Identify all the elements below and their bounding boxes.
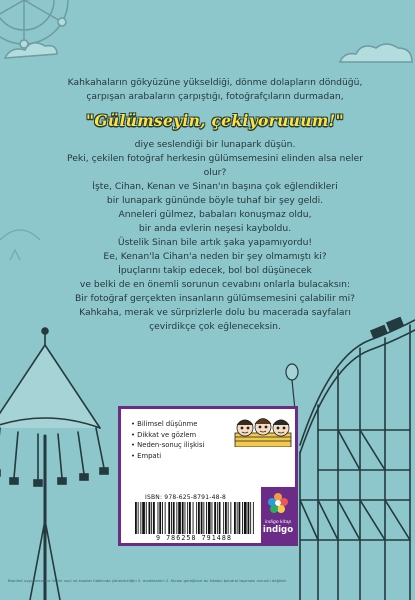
blurb-line: diye seslendiği bir lunapark düşün.: [134, 139, 296, 150]
roller-coaster: [300, 318, 415, 600]
blurb-line: İşte, Cihan, Kenan ve Sinan'ın başına çok eğlendikleri: [92, 181, 338, 192]
skills-list: [131, 419, 204, 461]
bandrol-footnote: Bandrol uygulamasına ilişkin usul ve esaslar hakkında yönetmeliğin 5. maddesinin 2. fıkrası gereğince bu kitabın bandrol taşıması zorunlu değildir.: [8, 578, 287, 583]
blurb-line: Ee, Kenan'la Cihan'a neden bir şey olmamıştı ki?: [103, 251, 327, 262]
blurb-headline: "Gülümseyin, çekiyoruuum!": [85, 111, 344, 130]
cloud-left: [5, 43, 57, 58]
publisher-tagline: indigo kitap: [264, 520, 292, 525]
swing-carousel: [0, 328, 108, 600]
blurb-intro-line-2: çarpışan arabaların çarpıştığı, fotoğrafçıların durmadan,: [86, 91, 344, 102]
back-cover-blurb: [56, 76, 374, 334]
distant-rides: [0, 230, 40, 260]
ferris-wheel: [0, 0, 68, 48]
blurb-line: bir lunapark gününde böyle tuhaf bir şey geldi.: [106, 195, 324, 206]
blurb-line: Bir fotoğraf gerçekten insanların gülümsemesini çalabilir mi?: [74, 293, 356, 304]
skill-item: • Dikkat ve gözlem: [131, 430, 204, 441]
publisher-logo: [261, 487, 295, 543]
cloud-right: [340, 44, 412, 62]
characters-illustration: [233, 415, 293, 447]
blurb-line: İpuçlarını takip edecek, bol bol düşünecek: [118, 265, 312, 276]
blurb-line: Anneleri gülmez, babaları konuşmaz oldu,: [118, 209, 312, 220]
publisher-name: indigo: [262, 525, 294, 535]
blurb-line: çevirdikçe çok eğleneceksin.: [149, 321, 281, 332]
barcode-number: 9 786258 791488: [133, 534, 255, 542]
isbn-text: ISBN: 978-625-8791-48-8: [145, 494, 226, 501]
blurb-line: bir anda evlerin neşesi kayboldu.: [138, 223, 292, 234]
blurb-line: Üstelik Sinan bile artık şaka yapamıyordu!: [117, 237, 313, 248]
skill-item: • Neden-sonuç ilişkisi: [131, 440, 204, 451]
blurb-intro-line-1: Kahkahaların gökyüzüne yükseldiği, dönme dolapların döndüğü,: [67, 77, 363, 88]
blurb-line: Peki, çekilen fotoğraf herkesin gülümsemesini elinden alsa neler olur?: [67, 153, 363, 178]
barcode: [133, 502, 255, 536]
skill-item: • Bilimsel düşünme: [131, 419, 204, 430]
balloon: [286, 364, 298, 410]
blurb-line: Kahkaha, merak ve sürprizlerle dolu bu macerada sayfaları: [79, 307, 351, 318]
blurb-line: ve belki de en önemli sorunun cevabını onlarla bulacaksın:: [79, 279, 351, 290]
publisher-flower-icon: [266, 491, 290, 515]
info-card: [118, 406, 298, 546]
skill-item: • Empati: [131, 451, 204, 462]
